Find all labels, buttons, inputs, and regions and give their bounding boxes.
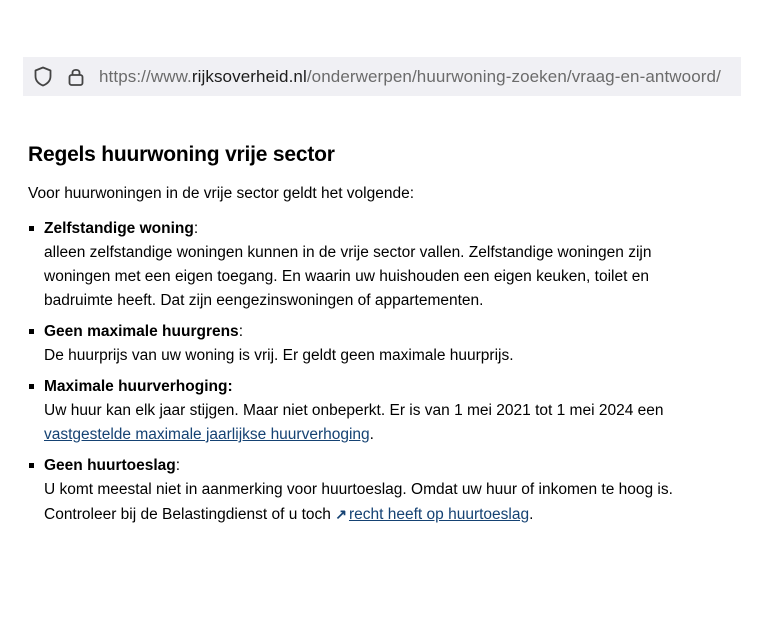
item-term: Zelfstandige woning [44, 220, 194, 237]
url-path: /onderwerpen/huurwoning-zoeken/vraag-en-antwoord/ [306, 67, 721, 86]
item-term: Geen maximale huurgrens [44, 323, 239, 340]
item-after: . [529, 506, 534, 523]
item-after: . [369, 426, 374, 443]
external-link-icon: ↗ [335, 506, 347, 522]
shield-icon[interactable] [33, 66, 53, 87]
intro-text: Voor huurwoningen in de vrije sector geldt het volgende: [28, 185, 415, 202]
list-item-geen-huurtoeslag [28, 454, 708, 527]
item-text: Uw huur kan elk jaar stijgen. Maar niet onbeperkt. Er is van 1 mei 2021 tot 1 mei 2024 een [44, 402, 664, 419]
item-separator: : [175, 457, 181, 474]
rules-list [28, 217, 708, 527]
list-item-zelfstandige-woning [28, 217, 708, 313]
item-text: alleen zelfstandige woningen kunnen in de vrije sector vallen. Zelfstandige woningen zijn woningen met een eigen toegang. En waarin uw huishouden een eigen keuken, toilet en badruimte heeft. Dat zijn eengezinswoningen of appartementen. [44, 244, 652, 309]
bullet-icon [29, 384, 34, 389]
item-separator: : [193, 220, 199, 237]
address-bar[interactable] [23, 57, 741, 96]
lock-icon[interactable] [66, 66, 86, 87]
url-text[interactable] [99, 67, 721, 87]
item-separator: : [238, 323, 243, 340]
item-term: Maximale huurverhoging: [44, 378, 233, 395]
item-text: U komt meestal niet in aanmerking voor huurtoeslag. Omdat uw huur of inkomen te hoog is. Controleer bij de Belastingdienst of u toch [44, 481, 673, 523]
item-term: Geen huurtoeslag [44, 457, 176, 474]
link-recht-huurtoeslag[interactable]: recht heeft op huurtoeslag [348, 506, 530, 523]
item-text: De huurprijs van uw woning is vrij. Er geldt geen maximale huurprijs. [44, 347, 514, 364]
link-maximale-huurverhoging[interactable]: vastgestelde maximale jaarlijkse huurverhoging [44, 426, 370, 443]
bullet-icon [29, 329, 34, 334]
list-item-maximale-huurverhoging [28, 375, 708, 447]
url-prefix: https://www. [99, 67, 192, 86]
main-content [28, 143, 708, 534]
bullet-icon [29, 226, 34, 231]
url-domain: rijksoverheid.nl [191, 67, 307, 86]
bullet-icon [29, 463, 34, 468]
list-item-geen-maximale-huurgrens [28, 320, 708, 368]
page-title: Regels huurwoning vrije sector [28, 143, 335, 166]
